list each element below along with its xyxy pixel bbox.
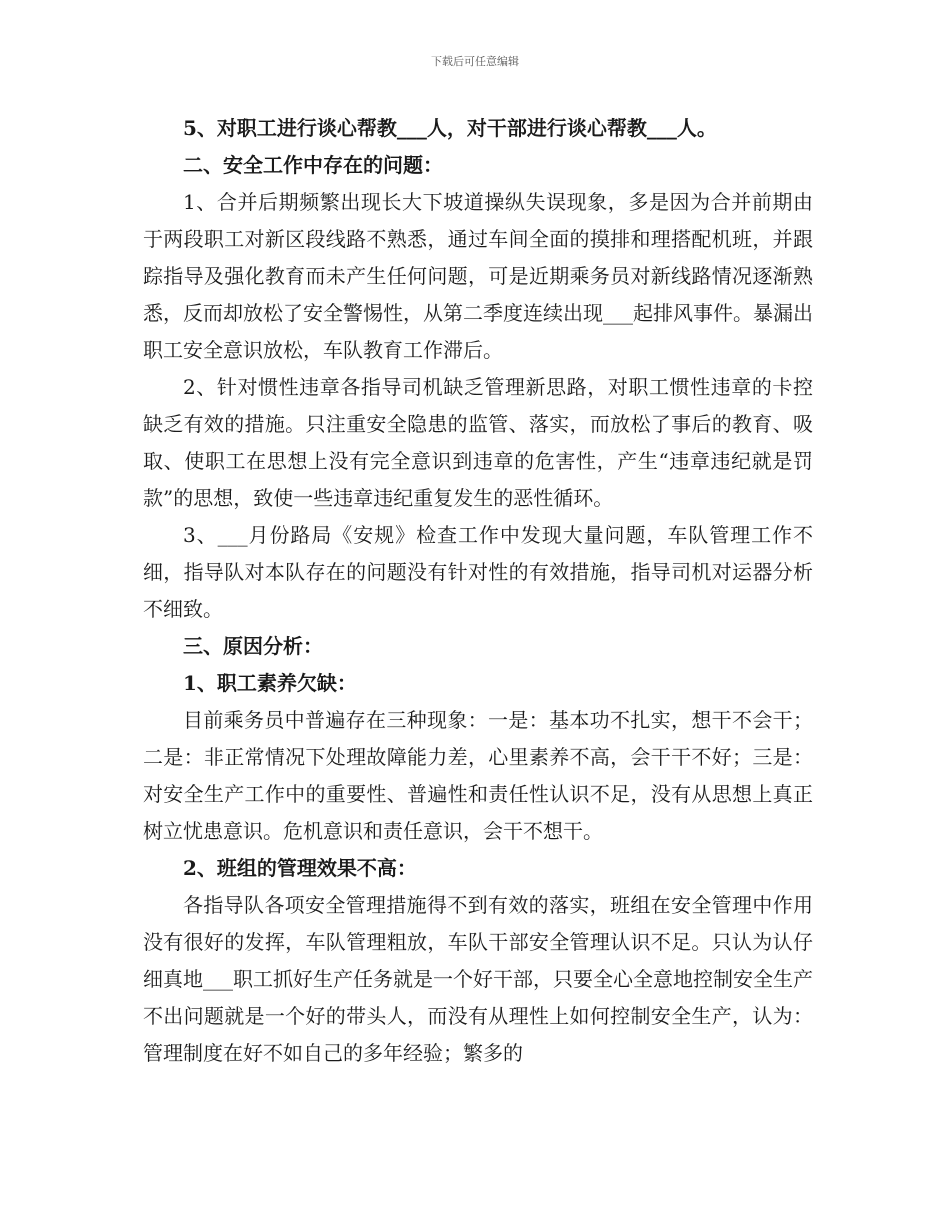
cause-1-paragraph: 目前乘务员中普遍存在三种现象：一是：基本功不扎实，想干不会干；二是：非正常情况下处理故障能力差，心里素养不高，会干干不好；三是：对安全生产工作中的重要性、普遍性和责任性认识不足，没有从思想上真正树立忧患意识。危机意识和责任意识，会干不想干。	[143, 708, 813, 843]
document-body	[143, 110, 813, 1072]
issue-2-paragraph: 2、针对惯性违章各指导司机缺乏管理新思路，对职工惯性违章的卡控缺乏有效的措施。只注重安全隐患的监管、落实，而放松了事后的教育、吸取、使职工在思想上没有完全意识到违章的危害性，产生“违章违纪就是罚款”的思想，致使一些违章违纪重复发生的恶性循环。	[143, 375, 813, 510]
subheading-2: 2、班组的管理效果不高：	[183, 856, 417, 880]
cause-2-paragraph: 各指导队各项安全管理措施得不到有效的落实，班组在安全管理中作用没有很好的发挥，车队管理粗放，车队干部安全管理认识不足。只认为认仔细真地___职工抓好生产任务就是一个好干部，只要全心全意地控制安全生产不出问题就是一个好的带头人，而没有从理性上如何控制安全生产，认为：管理制度在好不如自己的多年经验；繁多的	[143, 893, 813, 1065]
item-5-counseling: 5、对职工进行谈心帮教___人，对干部进行谈心帮教___人。	[183, 116, 717, 140]
subheading-1: 1、职工素养欠缺：	[183, 671, 357, 695]
issue-3-paragraph: 3、___月份路局《安规》检查工作中发现大量问题，车队管理工作不细，指导队对本队存在的问题没有针对性的有效措施，指导司机对运器分析不细致。	[143, 523, 813, 621]
section-3-heading: 三、原因分析：	[183, 634, 323, 658]
issue-1-paragraph: 1、合并后期频繁出现长大下坡道操纵失误现象，多是因为合并前期由于两段职工对新区段线路不熟悉，通过车间全面的摸排和理搭配机班，并跟踪指导及强化教育而未产生任何问题，可是近期乘务员对新线路情况逐渐熟悉，反而却放松了安全警惕性，从第二季度连续出现___起排风事件。暴漏出职工安全意识放松，车队教育工作滞后。	[143, 190, 813, 362]
section-2-heading: 二、安全工作中存在的问题：	[183, 153, 443, 177]
page-header-note: 下载后可任意编辑	[431, 55, 519, 68]
